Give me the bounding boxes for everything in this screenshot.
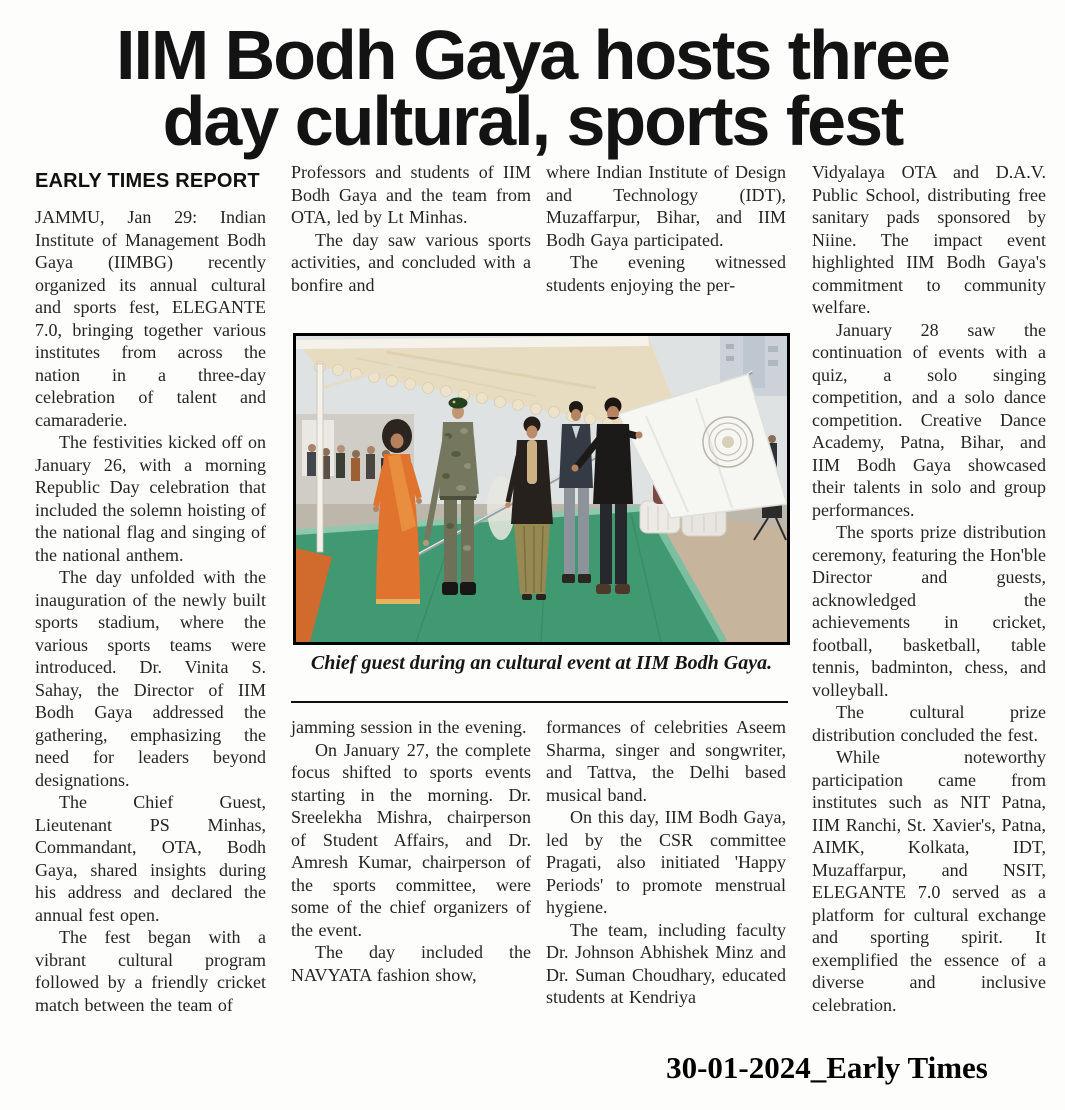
byline-kicker: EARLY TIMES REPORT [35, 170, 260, 192]
page-footer-date: 30-01-2024_Early Times [666, 1050, 988, 1085]
paragraph: jamming session in the evening. [291, 717, 527, 737]
paragraph: The sports prize distribution ceremony, featuring the Hon'ble Director and guests, acknowledged the achievements in cricket, football, basketball, table tennis, badminton, chess, and volleyball. [812, 522, 1046, 700]
column-1 [35, 206, 266, 1016]
paragraph: The day included the NAVYATA fashion show, [291, 942, 531, 985]
paragraph: The team, including faculty Dr. Johnson Abhishek Minz and Dr. Suman Choudhary, educated students at Kendriya [546, 919, 786, 1007]
paragraph: The day saw various sports activities, and concluded with a bonfire and [291, 229, 531, 295]
column-3-bottom [546, 716, 786, 1009]
column-4 [812, 161, 1046, 1016]
paragraph: On this day, IIM Bodh Gaya, led by the CSR committee Pragati, also initiated 'Happy Periods' to promote menstrual hygiene. [546, 807, 786, 917]
photo-caption: Chief guest during an cultural event at IIM Bodh Gaya. [310, 652, 773, 674]
paragraph: JAMMU, Jan 29: Indian Institute of Management Bodh Gaya (IIMBG) recently organized its annual cultural and sports fest, ELEGANTE 7.0, bringing together various institutes from across the nation in a three-day celebration of talent and camaraderie. [35, 207, 266, 430]
paragraph: Vidyalaya OTA and D.A.V. Public School, distributing free sanitary pads sponsored by Niine. The impact event highlighted IIM Bodh Gaya's commitment to community welfare. [812, 162, 1046, 317]
article-headline [0, 16, 1065, 160]
column-3-top [546, 161, 786, 296]
event-photo-graphic [296, 336, 787, 642]
headline-line-2: day cultural, sports fest [162, 82, 903, 160]
paragraph: The fest began with a vibrant cultural program followed by a friendly cricket match between the team of [35, 927, 266, 1015]
paragraph: On January 27, the complete focus shifted to sports events starting in the morning. Dr. Sreelekha Mishra, chairperson of Student Affairs, and Dr. Amresh Kumar, chairperson of the sports committee, were some of the chief organizers of the event. [291, 739, 531, 940]
paragraph: formances of celebrities Aseem Sharma, singer and songwriter, and Tattva, the Delhi based musical band. [546, 717, 786, 805]
paragraph: January 28 saw the continuation of events with a quiz, a solo singing competition, and a solo dance competition. Creative Dance Academy, Patna, Bihar, and IIM Bodh Gaya showcased their talents in solo and group performances. [812, 319, 1046, 520]
paragraph: The cultural prize distribution concluded the fest. [812, 702, 1046, 745]
column-2-top [291, 161, 531, 296]
headline-line-1: IIM Bodh Gaya hosts three [116, 16, 949, 94]
paragraph: The Chief Guest, Lieutenant PS Minhas, Commandant, OTA, Bodh Gaya, shared insights during his address and declared the annual fest open. [35, 792, 266, 925]
paragraph: The evening witnessed students enjoying the per- [546, 252, 786, 295]
paragraph: where Indian Institute of Design and Technology (IDT), Muzaffarpur, Bihar, and IIM Bodh Gaya participated. [546, 162, 786, 250]
event-photo [293, 333, 790, 645]
caption-divider [291, 701, 788, 703]
paragraph: Professors and students of IIM Bodh Gaya and the team from OTA, led by Lt Minhas. [291, 162, 531, 227]
paragraph: The festivities kicked off on January 26, with a morning Republic Day celebration that included the solemn hoisting of the national flag and singing of the national anthem. [35, 432, 266, 565]
column-2-bottom [291, 716, 531, 986]
paragraph: While noteworthy participation came from institutes such as NIT Patna, IIM Ranchi, St. Xavier's, Patna, AIMK, Kolkata, IDT, Muzaffarpur, and NSIT, ELEGANTE 7.0 served as a platform for cultural exchange and sporting spirit. It exemplified the essence of a diverse and inclusive celebration. [812, 747, 1046, 1015]
paragraph: The day unfolded with the inauguration of the newly built sports stadium, where the various sports teams were introduced. Dr. Vinita S. Sahay, the Director of IIM Bodh Gaya addressed the gathering, emphasizing the need for leaders beyond designations. [35, 567, 266, 790]
